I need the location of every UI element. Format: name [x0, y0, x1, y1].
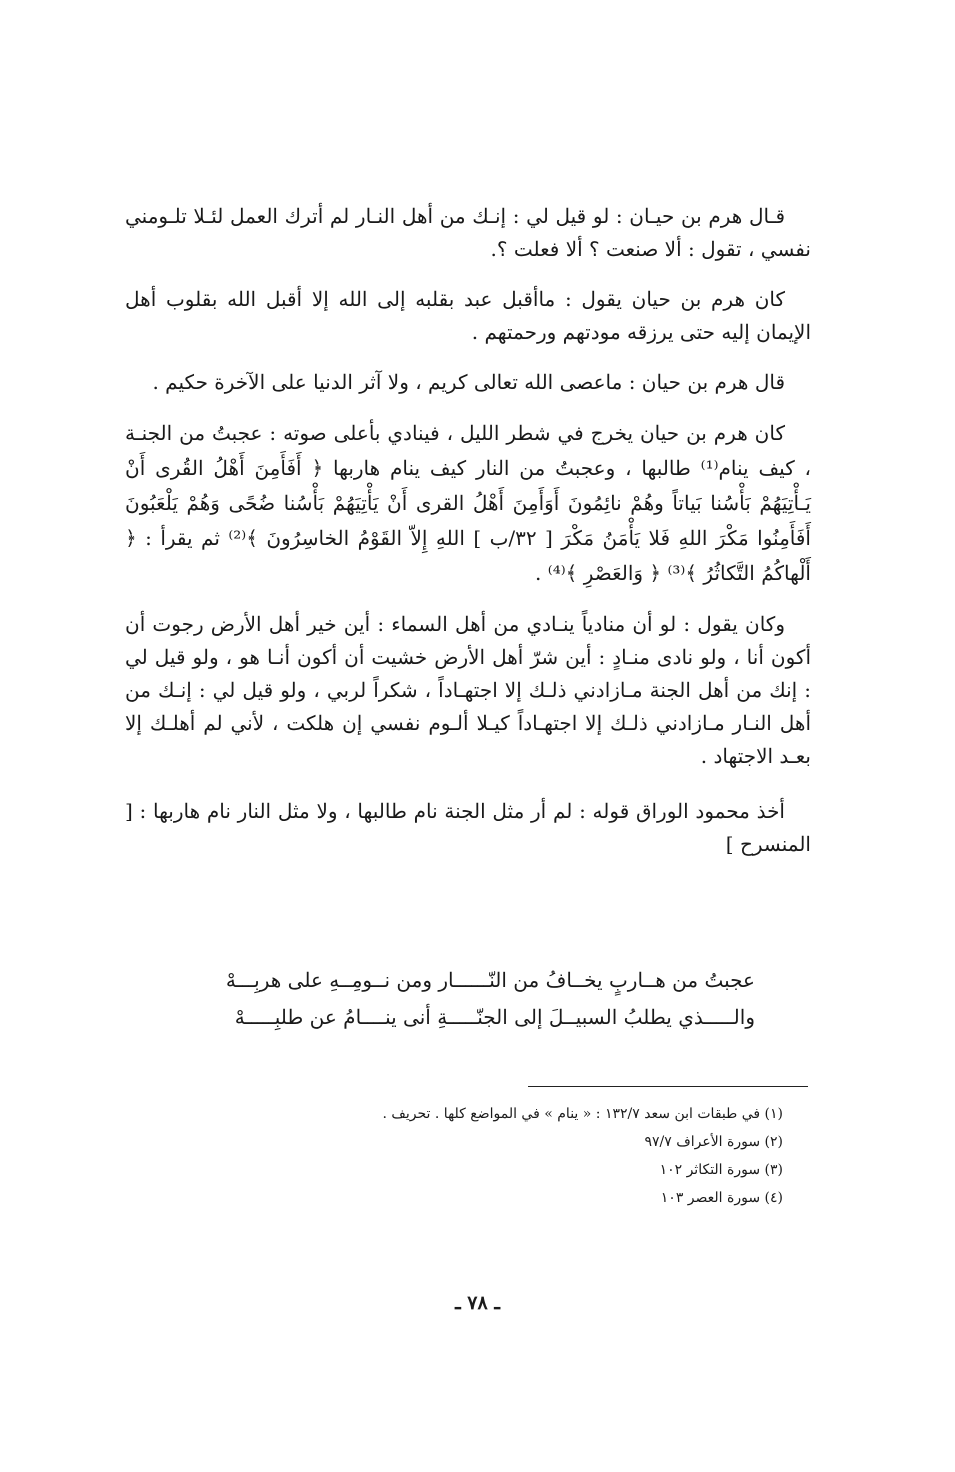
footnote-2: (٢) سورة الأعراف ٩٧/٧ [644, 1134, 783, 1150]
footnote-4: (٤) سورة العصر ١٠٣ [660, 1190, 783, 1206]
main-text [125, 200, 811, 879]
paragraph-6: أخذ محمود الوراق قوله : لم أر مثل الجنة نام طالبها ، ولا مثل النار نام هاربها : [ المنسرح ] [125, 799, 811, 856]
paragraph-1: قـال هرم بن حيـان : لو قيل لي : إنـك من أهل النـار لم أترك العمل لئـلا تلـومني نفسي ، تقول : ألا صنعت ؟ ألا فعلت ؟. [125, 204, 811, 261]
footnote-separator [528, 1086, 808, 1087]
footnote-3: (٣) سورة التكاثر ١٠٢ [659, 1162, 783, 1178]
footnote-1: (١) في طبقات ابن سعد ١٣٢/٧ : « ينام » في المواضع كلها . تحريف . [382, 1106, 783, 1122]
poem-verse-2: والـــــذي يطلبُ السبيــلَ إلى الجنّـــــةِ أنى ينــــامُ عن طلبِـــــهْ [234, 1005, 755, 1029]
paragraph-5: وكان يقول : لو أن منادياً ينـادي من أهل السماء : أين خير أهل الأرض رجوت أن أكون أنا ، ولو نادى منـادٍ : أين شرّ أهل الأرض خشيت أن أكون أنـا هو ، ولو قيل لي : إنك من أهل الجنة مـازادني ذلـك إلا اجتهـاداً ، شكراً لربي ، ولو قيل لي : إنـك من أهل النـار مـازادني ذلـك إلا اجتهـاداً كيـلا ألـوم نفسي إن هلكت ، لأني لم أهلـك إلا بعـد الاجتهاد . [125, 612, 811, 768]
paragraph-4: كان هرم بن حيان يخرج في شطر الليل ، فينادي بأعلى صوته : عجبتُ من الجنـة ، كيف ينام⁽¹⁾ طالبها ، وعجبتُ من النار كيف ينام هاربها ﴿ أَفَأَمِنَ أَهْلُ القُرى أَنْ يَـأْتِيَهُمْ بَأْسُنا بَياتاً وهُمْ نائِمُونَ أَوَأَمِنَ أَهْلُ القرى أَنْ يَأْتِيَهُمْ بَأْسُنا ضُحًى وَهُمْ يَلْعَبُونَ أَفَأَمِنُوا مَكْرَ اللهِ فَلا يَأْمَنُ مَكْرَ [ ٣٢/ب ] اللهِ إِلاّ القَوْمُ الخاسِرُونَ ﴾⁽²⁾ ثم يقرأ : ﴿ أَلْهاكُمُ التَّكاثُرُ ﴾⁽³⁾ ﴿ وَالعَصْرِ ﴾⁽⁴⁾ . [125, 421, 812, 585]
page-number: ـ ٧٨ ـ [455, 1292, 500, 1314]
paragraph-2: كان هرم بن حيان يقول : ماأقبل عبد بقلبه إلى الله إلا أقبل الله بقلوب أهل الإيمان إليه حتى يرزقه مودتهم ورحمتهم . [125, 287, 811, 344]
paragraph-3: قال هرم بن حيان : ماعصى الله تعالى كريم ، ولا آثر الدنيا على الآخرة حكيم . [152, 370, 785, 394]
footnotes [183, 1100, 783, 1212]
poem [225, 962, 755, 1036]
poem-verse-1: عجبتُ من هــاربٍ يخــافُ من النّــــــار ومن نــومِــهِ على هربِـــهْ [225, 968, 755, 992]
